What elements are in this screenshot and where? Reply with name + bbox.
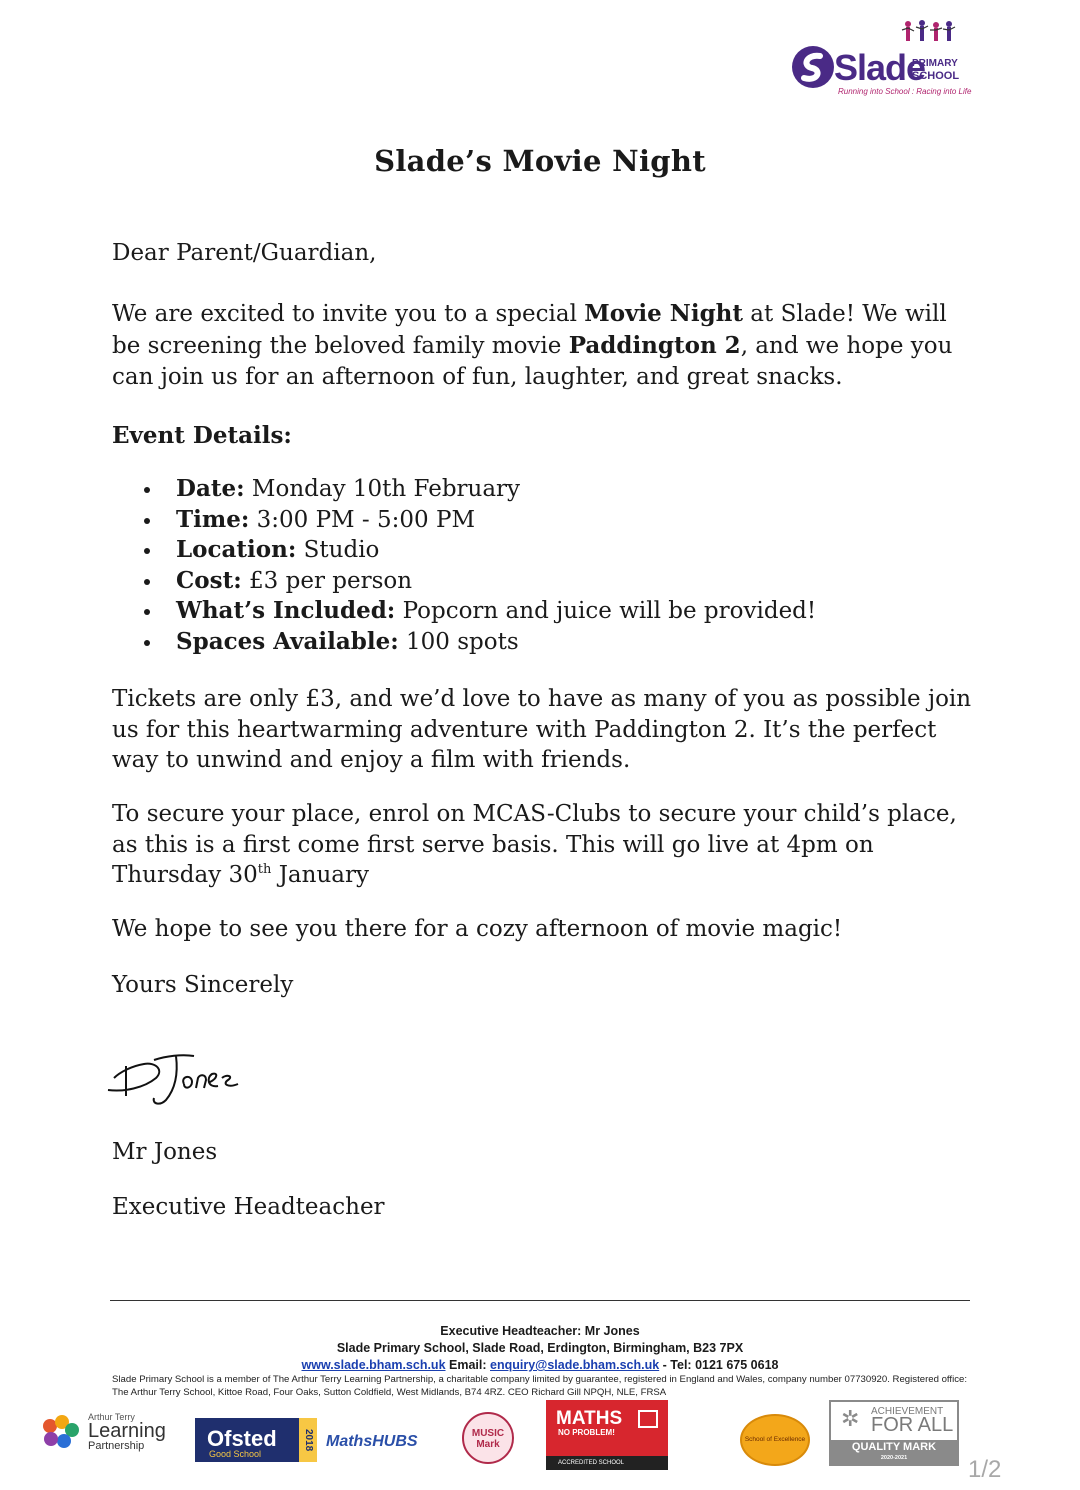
letter-title: Slade’s Movie Night [374,144,706,178]
page-indicator: 1/2 [968,1456,1002,1483]
secure-place-paragraph: To secure your place, enrol on MCAS-Clubs to secure your child’s place, as this is a first come first serve basis. This will go live at 4pm on Thursday 30th January [112,801,957,888]
footer-contact: www.slade.bham.sch.uk Email: enquiry@slade.bham.sch.uk - Tel: 0121 675 0618 [301,1358,779,1372]
movie-night-bold: Movie Night [584,300,743,327]
logo-primary: PRIMARY [912,58,958,69]
star-icon: ✲ [841,1406,860,1431]
salutation: Dear Parent/Guardian, [112,240,377,266]
event-details-heading: Event Details: [112,422,292,449]
atlp-ring-icon [38,1414,82,1450]
detail-date: Date: Monday 10th February [140,474,816,505]
website-link[interactable]: www.slade.bham.sch.uk [301,1358,446,1372]
detail-spaces: Spaces Available: 100 spots [140,627,816,658]
handwritten-signature [104,1048,254,1112]
footer-address: Slade Primary School, Slade Road, Erdington, Birmingham, B23 7PX [336,1341,744,1355]
closing-hope: We hope to see you there for a cozy afternoon of movie magic! [112,916,843,942]
atlp-logo: Arthur Terry Learning Partnership [38,1410,178,1456]
footer-headteacher: Executive Headteacher: Mr Jones [440,1324,640,1338]
detail-cost: Cost: £3 per person [140,566,816,597]
detail-location: Location: Studio [140,535,816,566]
mnp-cross-icon [638,1410,658,1428]
achievement-for-all-badge: ✲ ACHIEVEMENT FOR ALL QUALITY MARK 2020-2021 [829,1400,959,1466]
signer-name: Mr Jones [112,1139,218,1165]
tickets-paragraph: Tickets are only £3, and we’d love to have as many of you as possible join us for this heartwarming adventure with Paddington 2. It’s the perfect way to unwind and enjoy a film with friends. [112,686,972,773]
footer-legal: Slade Primary School is a member of The Arthur Terry Learning Partnership, a charitable company limited by guarantee, registered in England and Wales, company number 07730920. Registered office: The Arthur Terry School, Kittoe Road, Four Oaks, Sutton Coldfield, West Midlands, B74 4RZ. CEO Richard Gill NPQH, NLE, FRSA [112,1374,968,1398]
intro-paragraph: We are excited to invite you to a special Movie Night at Slade! We will be screening the beloved family movie Paddington 2, and we hope you can join us for an afternoon of fun, laughter, and great snacks. [112,300,953,390]
movie-title-bold: Paddington 2 [568,332,741,359]
logo-school: SCHOOL [912,70,960,82]
maths-no-problem-badge: MATHS NO PROBLEM! ACCREDITED SCHOOL [546,1400,668,1470]
logo-name: Slade [834,47,926,88]
mathshubs-logo: MathsHUBS [326,1433,418,1450]
school-of-excellence-badge: School of Excellence [740,1414,810,1466]
ofsted-badge: Ofsted Good School 2018 [195,1418,317,1462]
detail-time: Time: 3:00 PM - 5:00 PM [140,505,816,536]
swirl-logo-icon [790,44,836,90]
sign-off: Yours Sincerely [112,972,294,998]
school-logo [790,18,972,100]
music-mark-badge: MUSIC Mark [460,1412,520,1464]
event-details-list [140,474,816,657]
email-link[interactable]: enquiry@slade.bham.sch.uk [490,1358,660,1372]
signer-role: Executive Headteacher [112,1194,385,1220]
footer-divider [110,1300,970,1301]
detail-included: What’s Included: Popcorn and juice will be provided! [140,596,816,627]
logo-tagline: Running into School : Racing into Life [838,87,972,96]
